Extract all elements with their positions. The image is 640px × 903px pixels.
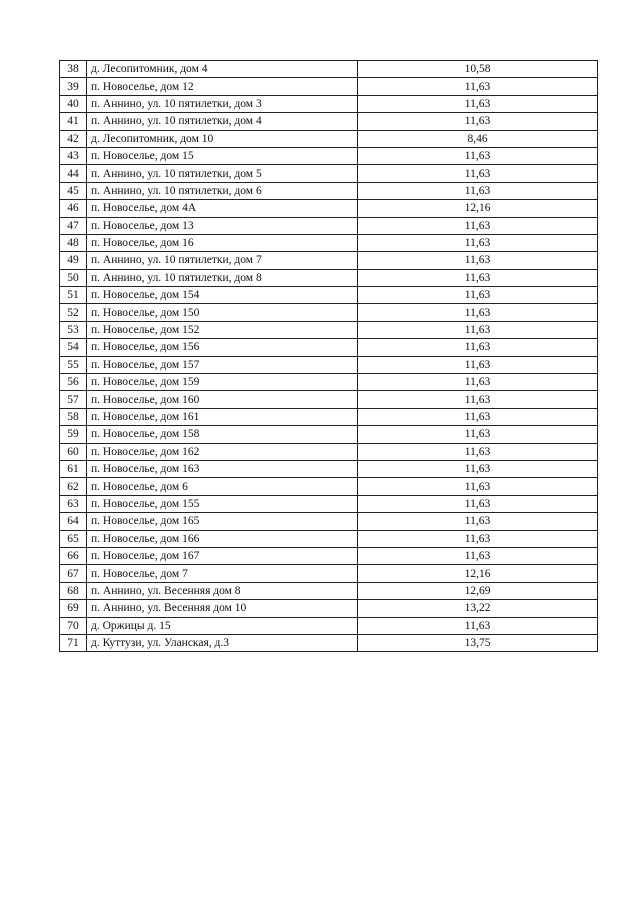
- address-cell: д. Лесопитомник, дом 10: [87, 130, 358, 147]
- address-cell: п. Новоселье, дом 165: [87, 513, 358, 530]
- address-cell: п. Новоселье, дом 163: [87, 460, 358, 477]
- table-row: [60, 600, 598, 617]
- table-row: [60, 217, 598, 234]
- table-row: [60, 321, 598, 338]
- address-cell: п. Аннино, ул. 10 пятилетки, дом 6: [87, 182, 358, 199]
- address-cell: п. Новоселье, дом 154: [87, 287, 358, 304]
- value-cell: 12,16: [358, 200, 598, 217]
- row-number-cell: 45: [60, 182, 87, 199]
- address-cell: п. Новоселье, дом 159: [87, 374, 358, 391]
- value-cell: 13,22: [358, 600, 598, 617]
- value-cell: 11,63: [358, 165, 598, 182]
- address-cell: п. Новоселье, дом 16: [87, 234, 358, 251]
- address-cell: п. Аннино, ул. 10 пятилетки, дом 4: [87, 113, 358, 130]
- rates-table: [59, 60, 598, 652]
- row-number-cell: 40: [60, 95, 87, 112]
- table-row: [60, 426, 598, 443]
- table-row: [60, 95, 598, 112]
- address-cell: п. Аннино, ул. 10 пятилетки, дом 5: [87, 165, 358, 182]
- value-cell: 13,75: [358, 634, 598, 651]
- row-number-cell: 68: [60, 582, 87, 599]
- row-number-cell: 59: [60, 426, 87, 443]
- table-row: [60, 634, 598, 651]
- value-cell: 11,63: [358, 217, 598, 234]
- value-cell: 11,63: [358, 530, 598, 547]
- table-row: [60, 113, 598, 130]
- value-cell: 12,69: [358, 582, 598, 599]
- row-number-cell: 48: [60, 234, 87, 251]
- row-number-cell: 52: [60, 304, 87, 321]
- table-row: [60, 547, 598, 564]
- table-row: [60, 530, 598, 547]
- row-number-cell: 60: [60, 443, 87, 460]
- address-cell: д. Оржицы д. 15: [87, 617, 358, 634]
- value-cell: 10,58: [358, 61, 598, 78]
- address-cell: п. Новоселье, дом 162: [87, 443, 358, 460]
- value-cell: 11,63: [358, 617, 598, 634]
- table-row: [60, 269, 598, 286]
- table-row: [60, 165, 598, 182]
- value-cell: 11,63: [358, 356, 598, 373]
- row-number-cell: 43: [60, 147, 87, 164]
- address-cell: п. Новоселье, дом 152: [87, 321, 358, 338]
- row-number-cell: 70: [60, 617, 87, 634]
- value-cell: 11,63: [358, 95, 598, 112]
- address-cell: п. Аннино, ул. 10 пятилетки, дом 8: [87, 269, 358, 286]
- row-number-cell: 39: [60, 78, 87, 95]
- value-cell: 11,63: [358, 443, 598, 460]
- value-cell: 11,63: [358, 339, 598, 356]
- address-cell: п. Новоселье, дом 150: [87, 304, 358, 321]
- address-cell: п. Аннино, ул. Весенняя дом 10: [87, 600, 358, 617]
- row-number-cell: 38: [60, 61, 87, 78]
- row-number-cell: 53: [60, 321, 87, 338]
- row-number-cell: 54: [60, 339, 87, 356]
- table-row: [60, 356, 598, 373]
- address-cell: п. Аннино, ул. 10 пятилетки, дом 3: [87, 95, 358, 112]
- address-cell: д. Куттузи, ул. Уланская, д.3: [87, 634, 358, 651]
- value-cell: 11,63: [358, 478, 598, 495]
- value-cell: 11,63: [358, 391, 598, 408]
- table-row: [60, 460, 598, 477]
- address-cell: п. Новоселье, дом 13: [87, 217, 358, 234]
- row-number-cell: 55: [60, 356, 87, 373]
- value-cell: 11,63: [358, 147, 598, 164]
- row-number-cell: 41: [60, 113, 87, 130]
- value-cell: 11,63: [358, 547, 598, 564]
- address-cell: п. Новоселье, дом 155: [87, 495, 358, 512]
- value-cell: 11,63: [358, 182, 598, 199]
- address-cell: п. Новоселье, дом 6: [87, 478, 358, 495]
- value-cell: 11,63: [358, 269, 598, 286]
- table-row: [60, 78, 598, 95]
- row-number-cell: 65: [60, 530, 87, 547]
- row-number-cell: 64: [60, 513, 87, 530]
- value-cell: 11,63: [358, 252, 598, 269]
- table-row: [60, 582, 598, 599]
- table-row: [60, 252, 598, 269]
- value-cell: 11,63: [358, 374, 598, 391]
- row-number-cell: 42: [60, 130, 87, 147]
- table-row: [60, 478, 598, 495]
- value-cell: 11,63: [358, 304, 598, 321]
- row-number-cell: 47: [60, 217, 87, 234]
- row-number-cell: 44: [60, 165, 87, 182]
- value-cell: 11,63: [358, 234, 598, 251]
- row-number-cell: 67: [60, 565, 87, 582]
- row-number-cell: 61: [60, 460, 87, 477]
- value-cell: 11,63: [358, 460, 598, 477]
- row-number-cell: 49: [60, 252, 87, 269]
- table-row: [60, 287, 598, 304]
- row-number-cell: 63: [60, 495, 87, 512]
- address-cell: п. Новоселье, дом 157: [87, 356, 358, 373]
- table-row: [60, 443, 598, 460]
- value-cell: 11,63: [358, 78, 598, 95]
- table-row: [60, 304, 598, 321]
- table-row: [60, 565, 598, 582]
- address-cell: п. Новоселье, дом 7: [87, 565, 358, 582]
- address-cell: п. Новоселье, дом 156: [87, 339, 358, 356]
- address-cell: п. Новоселье, дом 15: [87, 147, 358, 164]
- value-cell: 11,63: [358, 495, 598, 512]
- address-cell: п. Аннино, ул. 10 пятилетки, дом 7: [87, 252, 358, 269]
- row-number-cell: 58: [60, 408, 87, 425]
- table-row: [60, 200, 598, 217]
- table-row: [60, 182, 598, 199]
- value-cell: 11,63: [358, 287, 598, 304]
- table-row: [60, 61, 598, 78]
- address-cell: п. Новоселье, дом 166: [87, 530, 358, 547]
- value-cell: 11,63: [358, 321, 598, 338]
- address-cell: д. Лесопитомник, дом 4: [87, 61, 358, 78]
- row-number-cell: 50: [60, 269, 87, 286]
- row-number-cell: 51: [60, 287, 87, 304]
- table-row: [60, 374, 598, 391]
- row-number-cell: 71: [60, 634, 87, 651]
- table-row: [60, 617, 598, 634]
- row-number-cell: 69: [60, 600, 87, 617]
- value-cell: 11,63: [358, 513, 598, 530]
- address-cell: п. Новоселье, дом 4А: [87, 200, 358, 217]
- rates-table-body: [60, 61, 598, 652]
- address-cell: п. Новоселье, дом 161: [87, 408, 358, 425]
- table-row: [60, 234, 598, 251]
- address-cell: п. Новоселье, дом 167: [87, 547, 358, 564]
- address-cell: п. Новоселье, дом 12: [87, 78, 358, 95]
- table-row: [60, 391, 598, 408]
- address-cell: п. Новоселье, дом 158: [87, 426, 358, 443]
- value-cell: 8,46: [358, 130, 598, 147]
- row-number-cell: 57: [60, 391, 87, 408]
- table-row: [60, 408, 598, 425]
- address-cell: п. Аннино, ул. Весенняя дом 8: [87, 582, 358, 599]
- value-cell: 11,63: [358, 113, 598, 130]
- row-number-cell: 66: [60, 547, 87, 564]
- row-number-cell: 56: [60, 374, 87, 391]
- address-cell: п. Новоселье, дом 160: [87, 391, 358, 408]
- row-number-cell: 62: [60, 478, 87, 495]
- row-number-cell: 46: [60, 200, 87, 217]
- value-cell: 12,16: [358, 565, 598, 582]
- table-row: [60, 339, 598, 356]
- value-cell: 11,63: [358, 408, 598, 425]
- table-row: [60, 130, 598, 147]
- table-row: [60, 495, 598, 512]
- value-cell: 11,63: [358, 426, 598, 443]
- table-row: [60, 147, 598, 164]
- table-row: [60, 513, 598, 530]
